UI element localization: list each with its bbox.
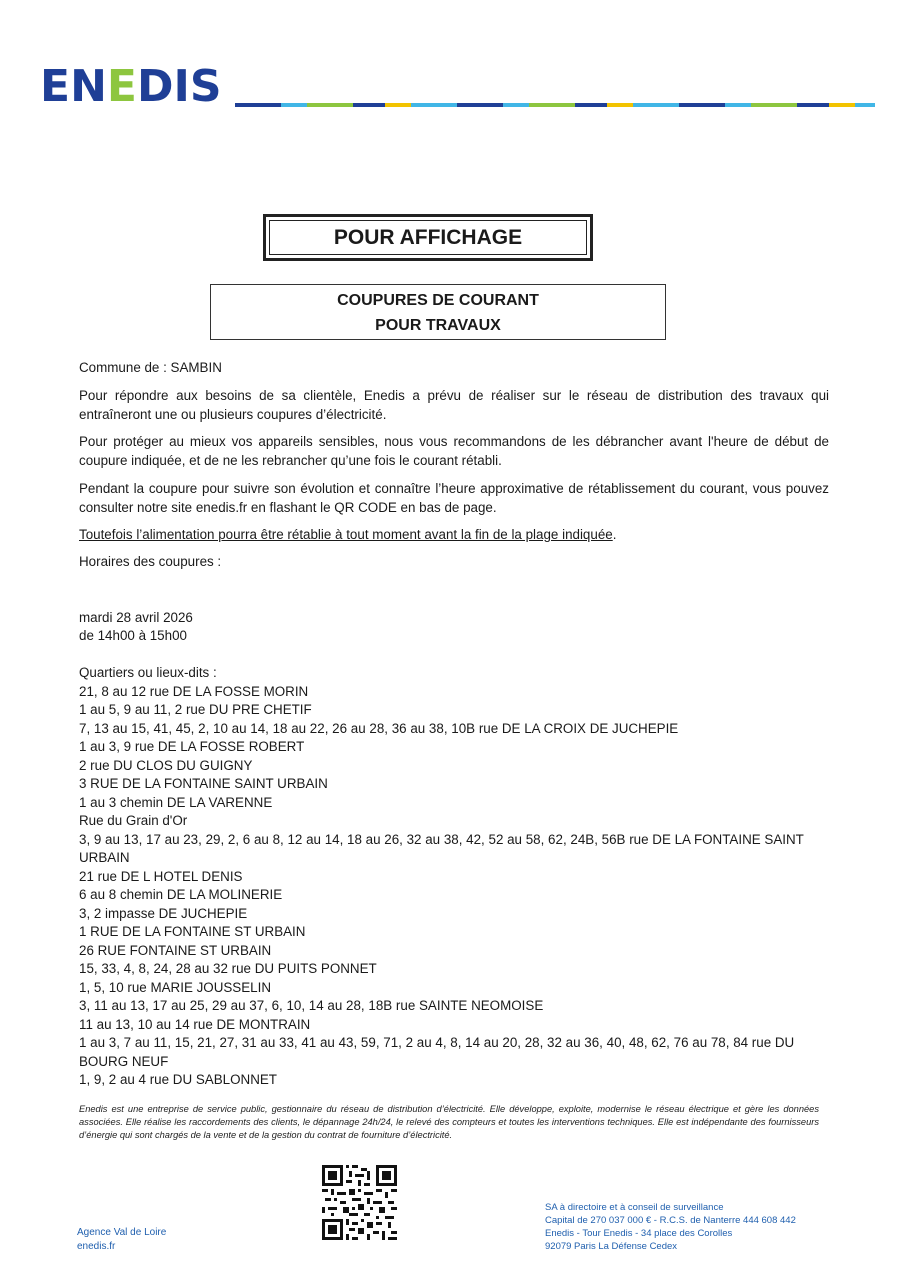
list-item: 1 RUE DE LA FONTAINE ST URBAIN: [79, 924, 306, 939]
list-item: 3 RUE DE LA FONTAINE SAINT URBAIN: [79, 776, 328, 791]
commune: Commune de : SAMBIN: [79, 360, 222, 375]
legal-line: Capital de 270 037 000 € - R.C.S. de Nanterre 444 608 442: [545, 1215, 796, 1226]
list-item: 1 au 3, 9 rue DE LA FOSSE ROBERT: [79, 739, 305, 754]
list-item: 26 RUE FONTAINE ST URBAIN: [79, 942, 272, 958]
legal-line: Enedis - Tour Enedis - 34 place des Corolles: [545, 1228, 733, 1239]
outage-date: mardi 28 avril 2026: [79, 610, 193, 625]
paragraph-intro: Pour répondre aux besoins de sa clientèle, Enedis a prévu de réaliser sur le réseau de distribution des travaux qui entraîneront une ou plusieurs coupures d’électricité.: [79, 388, 829, 422]
list-item: 15, 33, 4, 8, 24, 28 au 32 rue DU PUITS PONNET: [79, 961, 377, 976]
list-item: 1 au 5, 9 au 11, 2 rue DU PRE CHETIF: [79, 702, 312, 717]
list-item: 7, 13 au 15, 41, 45, 2, 10 au 14, 18 au 22, 26 au 28, 36 au 38, 10B rue DE LA CROIX DE JUCHEPIE: [79, 720, 679, 736]
logo-divider: [235, 103, 875, 107]
logo-letter: E: [40, 61, 71, 112]
logo-letter: S: [189, 61, 222, 112]
list-item: Rue du Grain d'Or: [79, 813, 188, 828]
list-item: 1 au 3, 7 au 11, 15, 21, 27, 31 au 33, 41 au 43, 59, 71, 2 au 4, 8, 14 au 20, 28, 32 au 36, 40, 48, 62, 76 au 78, 84 rue DU BOURG NEUF: [79, 1035, 795, 1069]
outage-time: de 14h00 à 15h00: [79, 628, 187, 643]
enedis-logo: [40, 62, 222, 112]
list-item: 11 au 13, 10 au 14 rue DE MONTRAIN: [79, 1016, 311, 1032]
street-list: [79, 664, 829, 1090]
qr-code-icon[interactable]: [322, 1165, 397, 1240]
schedule-label: Horaires des coupures :: [79, 554, 222, 569]
notice-line: [79, 526, 829, 545]
website-link[interactable]: enedis.fr: [77, 1241, 116, 1252]
list-item: 3, 11 au 13, 17 au 25, 29 au 37, 6, 10, 14 au 28, 18B rue SAINTE NEOMOISE: [79, 998, 544, 1013]
paragraph-qr-info: Pendant la coupure pour suivre son évolution et connaître l’heure approximative de rétablissement du courant, vous pouvez consulter notre site enedis.fr en flashant le QR CODE en bas de page.: [79, 481, 829, 515]
posting-title: POUR AFFICHAGE: [269, 220, 587, 255]
list-item: 3, 2 impasse DE JUCHEPIE: [79, 905, 248, 921]
notice-title-line1: COUPURES DE COURANT: [337, 292, 539, 309]
legal-line: 92079 Paris La Défense Cedex: [545, 1241, 678, 1252]
logo-letter: N: [70, 61, 107, 112]
areas-label: Quartiers ou lieux-dits :: [79, 665, 217, 680]
notice-period: .: [612, 527, 617, 542]
list-item: 1 au 3 chemin DE LA VARENNE: [79, 794, 273, 810]
paragraph-advice: Pour protéger au mieux vos appareils sensibles, nous vous recommandons de les débrancher avant l'heure de début de coupure indiquée, et de ne les rebrancher qu’une fois le courant rétabli.: [79, 434, 829, 468]
logo-letter: I: [173, 61, 190, 112]
list-item: 6 au 8 chemin DE LA MOLINERIE: [79, 887, 283, 902]
agency-block: [77, 1226, 166, 1254]
logo-letter: E: [106, 61, 137, 112]
list-item: 1, 5, 10 rue MARIE JOUSSELIN: [79, 979, 272, 995]
posting-title-box: [263, 214, 593, 261]
notice-title-line2: POUR TRAVAUX: [375, 317, 501, 334]
notice-title-box: [210, 284, 666, 340]
list-item: 3, 9 au 13, 17 au 23, 29, 2, 6 au 8, 12 au 14, 18 au 26, 32 au 38, 42, 52 au 58, 62, 24B, 56B rue DE LA FONTAINE SAINT URBAIN: [79, 831, 804, 865]
legal-disclaimer: Enedis est une entreprise de service public, gestionnaire du réseau de distribution d’électricité. Elle développe, exploite, modernise le réseau électrique et gère les données associées. Elle réalise les raccordements des clients, le dépannage 24h/24, le relevé des compteurs et toutes les interventions techniques. Elle est indépendante des fournisseurs d’énergie qui sont chargés de la vente et de la gestion du contrat de fourniture d’électricité.: [79, 1104, 819, 1140]
list-item: 2 rue DU CLOS DU GUIGNY: [79, 757, 253, 773]
company-legal-block: [545, 1201, 796, 1253]
list-item: 21, 8 au 12 rue DE LA FOSSE MORIN: [79, 683, 309, 699]
list-item: 21 rue DE L HOTEL DENIS: [79, 868, 243, 884]
agency-name: Agence Val de Loire: [77, 1227, 167, 1238]
list-item: 1, 9, 2 au 4 rue DU SABLONNET: [79, 1072, 277, 1087]
logo-letter: D: [136, 61, 174, 112]
legal-line: SA à directoire et à conseil de surveillance: [545, 1202, 724, 1213]
notice-text: Toutefois l’alimentation pourra être rétablie à tout moment avant la fin de la plage indiquée: [79, 527, 613, 542]
